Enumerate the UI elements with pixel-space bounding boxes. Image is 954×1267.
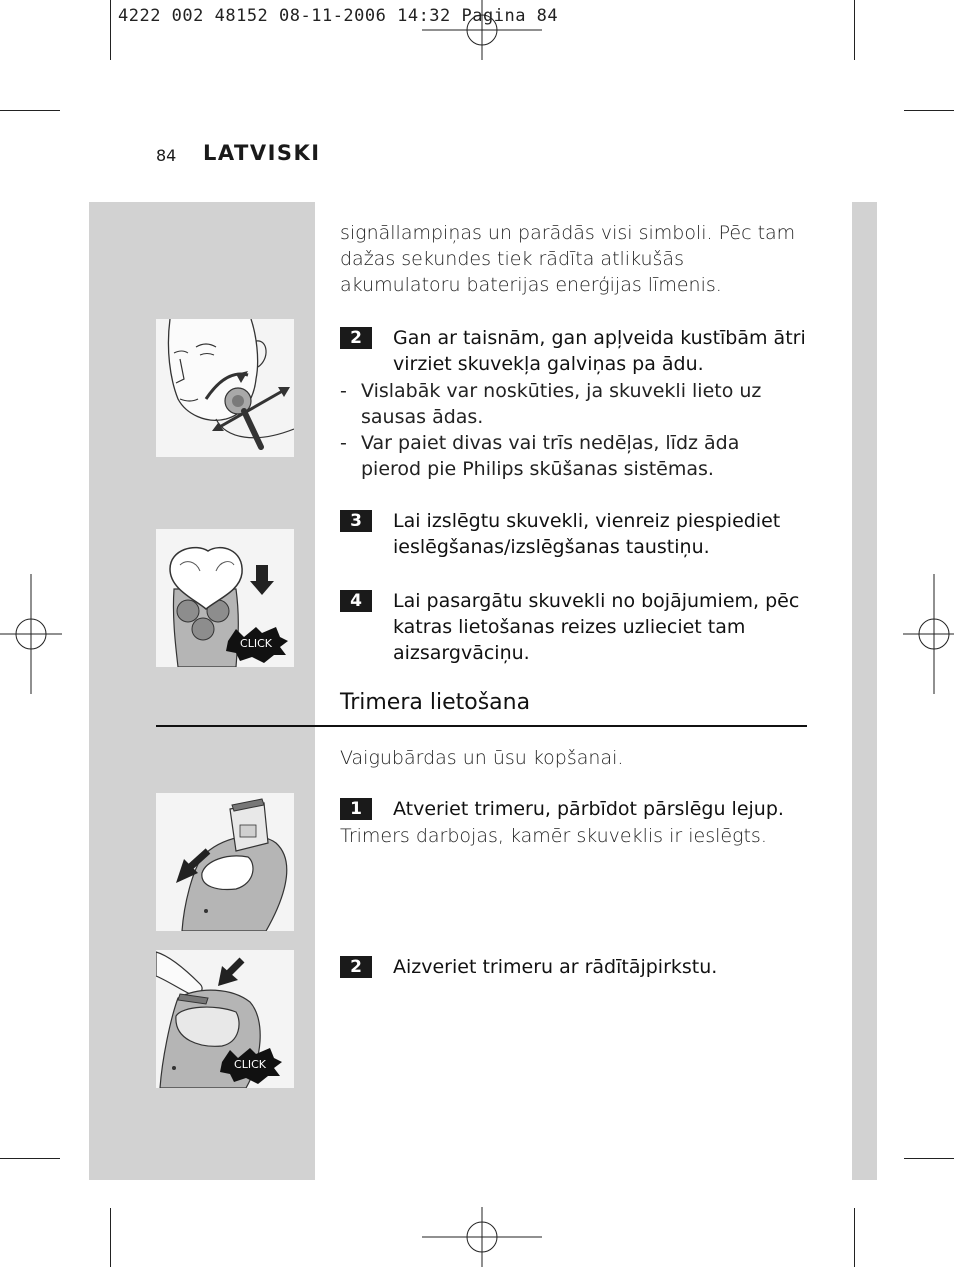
language-title: LATVISKI	[203, 141, 321, 165]
bullet-text: Vislabāk var noskūties, ja skuvekli lieto uz sausas ādas.	[361, 380, 762, 428]
step-text: Aizveriet trimeru ar rādītājpirkstu.	[393, 956, 718, 978]
step-number-box: 1	[340, 798, 372, 820]
section-divider	[156, 725, 807, 727]
trimmer-intro: Vaigubārdas un ūsu kopšanai.	[340, 747, 624, 769]
side-tab	[852, 202, 877, 1180]
click-label: CLICK	[240, 637, 272, 650]
step-text: Lai izslēgtu skuvekli, vienreiz piespiediet ieslēgšanas/izslēgšanas taustiņu.	[393, 510, 781, 558]
step-number-box: 4	[340, 590, 372, 612]
bullet-item	[340, 378, 810, 430]
registration-mark-bottom	[422, 1207, 542, 1267]
shaving-face-illustration	[156, 319, 294, 457]
trimmer-close-illustration	[156, 950, 294, 1088]
trimmer-heading: Trimera lietošana	[340, 690, 531, 715]
page-number: 84	[156, 146, 177, 165]
print-header: 4222 002 48152 08-11-2006 14:32 Pagina 84	[118, 6, 559, 26]
trimmer-open-illustration	[156, 793, 294, 931]
step-text: Gan ar taisnām, gan apļveida kustībām ātri virziet skuvekļa galviņas pa ādu.	[393, 327, 806, 375]
registration-mark-top	[422, 0, 542, 60]
registration-mark-left	[0, 574, 62, 694]
step-text: Atveriet trimeru, pārbīdot pārslēgu lejup.	[393, 798, 784, 820]
bullet-dash: -	[340, 432, 347, 454]
bullet-text: Var paiet divas vai trīs nedēļas, līdz āda pierod pie Philips skūšanas sistēmas.	[361, 432, 740, 480]
step-number-box: 3	[340, 510, 372, 532]
trimmer-note: Trimers darbojas, kamēr skuveklis ir ieslēgts.	[340, 825, 767, 847]
step-number-box: 2	[340, 956, 372, 978]
step-number-box: 2	[340, 327, 372, 349]
click-label: CLICK	[234, 1058, 266, 1071]
registration-mark-right	[903, 574, 954, 694]
intro-paragraph: signāllampiņas un parādās visi simboli. Pēc tam dažas sekundes tiek rādīta atlikušās akumulatoru baterijas enerģijas līmenis.	[340, 222, 796, 296]
bullet-item	[340, 430, 800, 482]
bullet-dash: -	[340, 380, 347, 402]
step-text: Lai pasargātu skuvekli no bojājumiem, pēc katras lietošanas reizes uzlieciet tam aizsargvāciņu.	[393, 590, 800, 664]
shaver-cap-illustration	[156, 529, 294, 667]
